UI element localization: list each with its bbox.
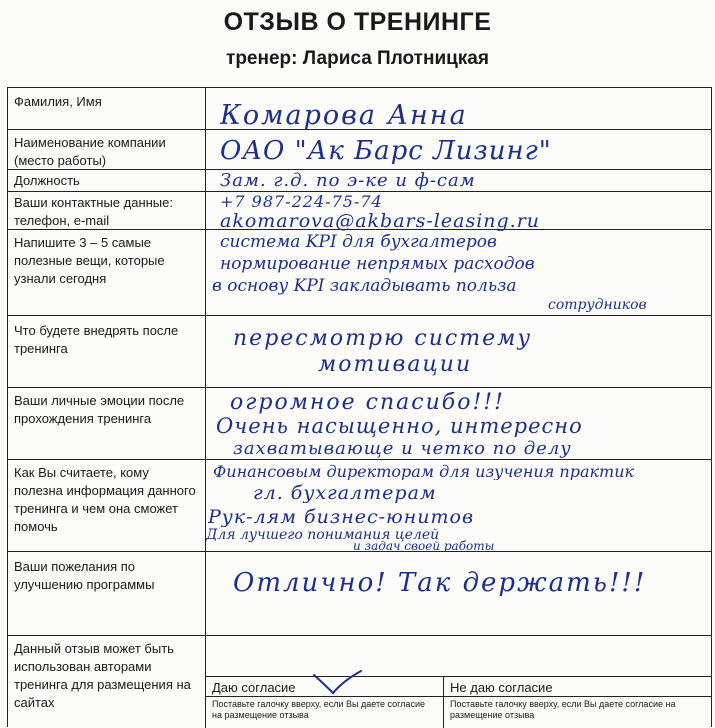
label-company: Наименование компании (место работы) — [8, 130, 206, 169]
label-consent: Данный отзыв может быть использован авторами тренинга для размещения на сайтах — [8, 636, 206, 728]
row-emotions — [8, 388, 711, 460]
answer-phone: +7 987-224-75-74 — [220, 194, 383, 210]
feedback-form — [7, 87, 712, 727]
label-position: Должность — [8, 170, 206, 191]
row-consent — [8, 636, 711, 728]
label-useful: Напишите 3 – 5 самые полезные вещи, которые узнали сегодня — [8, 230, 206, 315]
consent-agree-note: Поставьте галочку вверху, если Вы даете согласие на размещение отзыва — [212, 699, 425, 720]
answer-useful-2: нормирование непрямых расходов — [220, 256, 535, 273]
answer-audience-4: Для лучшего понимания целей — [206, 528, 440, 542]
answer-email: akomarova@akbars-leasing.ru — [220, 212, 541, 231]
consent-disagree-label: Не даю согласие — [444, 677, 711, 697]
answer-wishes: Отлично! Так держать!!! — [233, 570, 647, 596]
answer-audience-3: Рук-лям бизнес-юнитов — [208, 508, 475, 527]
answer-implement-1: пересмотрю систему — [233, 328, 533, 350]
page-title: ОТЗЫВ О ТРЕНИНГЕ — [223, 8, 492, 36]
consent-disagree-box[interactable] — [444, 677, 711, 728]
answer-useful-1: система KPI для бухгалтеров — [220, 234, 497, 251]
row-company — [8, 130, 711, 170]
row-contacts — [8, 192, 711, 230]
label-audience: Как Вы считаете, кому полезна информация данного тренинга и чем она сможет помочь — [8, 460, 206, 551]
label-implement: Что будете внедрять после тренинга — [8, 316, 206, 387]
row-useful — [8, 230, 711, 316]
answer-emotions-1: огромное спасибо!!! — [230, 392, 505, 414]
answer-company: ОАО "Ак Барс Лизинг" — [220, 138, 552, 164]
label-contacts: Ваши контактные данные: телефон, e-mail — [8, 192, 206, 229]
consent-agree-label: Даю согласие — [206, 677, 443, 697]
row-name — [8, 88, 711, 130]
answer-implement-2: мотивации — [318, 354, 473, 376]
answer-useful-4: сотрудников — [548, 298, 647, 312]
answer-audience-1: Финансовым директорам для изучения практик — [213, 464, 635, 480]
label-wishes: Ваши пожелания по улучшению программы — [8, 552, 206, 635]
answer-emotions-3: захватывающе и четко по делу — [233, 440, 572, 458]
answer-useful-3: в основу KPI закладывать польза — [212, 278, 517, 295]
row-position — [8, 170, 711, 192]
trainer-subtitle: тренер: Лариса Плотницкая — [226, 48, 489, 69]
label-name: Фамилия, Имя — [8, 88, 206, 129]
answer-position: Зам. г.д. по э-ке и ф-сам — [220, 172, 476, 190]
checkmark-icon — [311, 669, 363, 695]
row-wishes — [8, 552, 711, 636]
consent-area — [206, 676, 711, 728]
consent-disagree-note: Поставьте галочку вверху, если Вы даете согласие на размещение отзыва — [450, 699, 676, 720]
consent-agree-box[interactable] — [206, 677, 444, 728]
answer-audience-2: гл. бухгалтерам — [253, 484, 437, 503]
answer-audience-5: и задач своей работы — [353, 540, 495, 552]
answer-name: Комарова Анна — [220, 102, 468, 129]
answer-emotions-2: Очень насыщенно, интересно — [216, 416, 583, 437]
row-audience — [8, 460, 711, 552]
label-emotions: Ваши личные эмоции после прохождения тренинга — [8, 388, 206, 459]
row-implement — [8, 316, 711, 388]
